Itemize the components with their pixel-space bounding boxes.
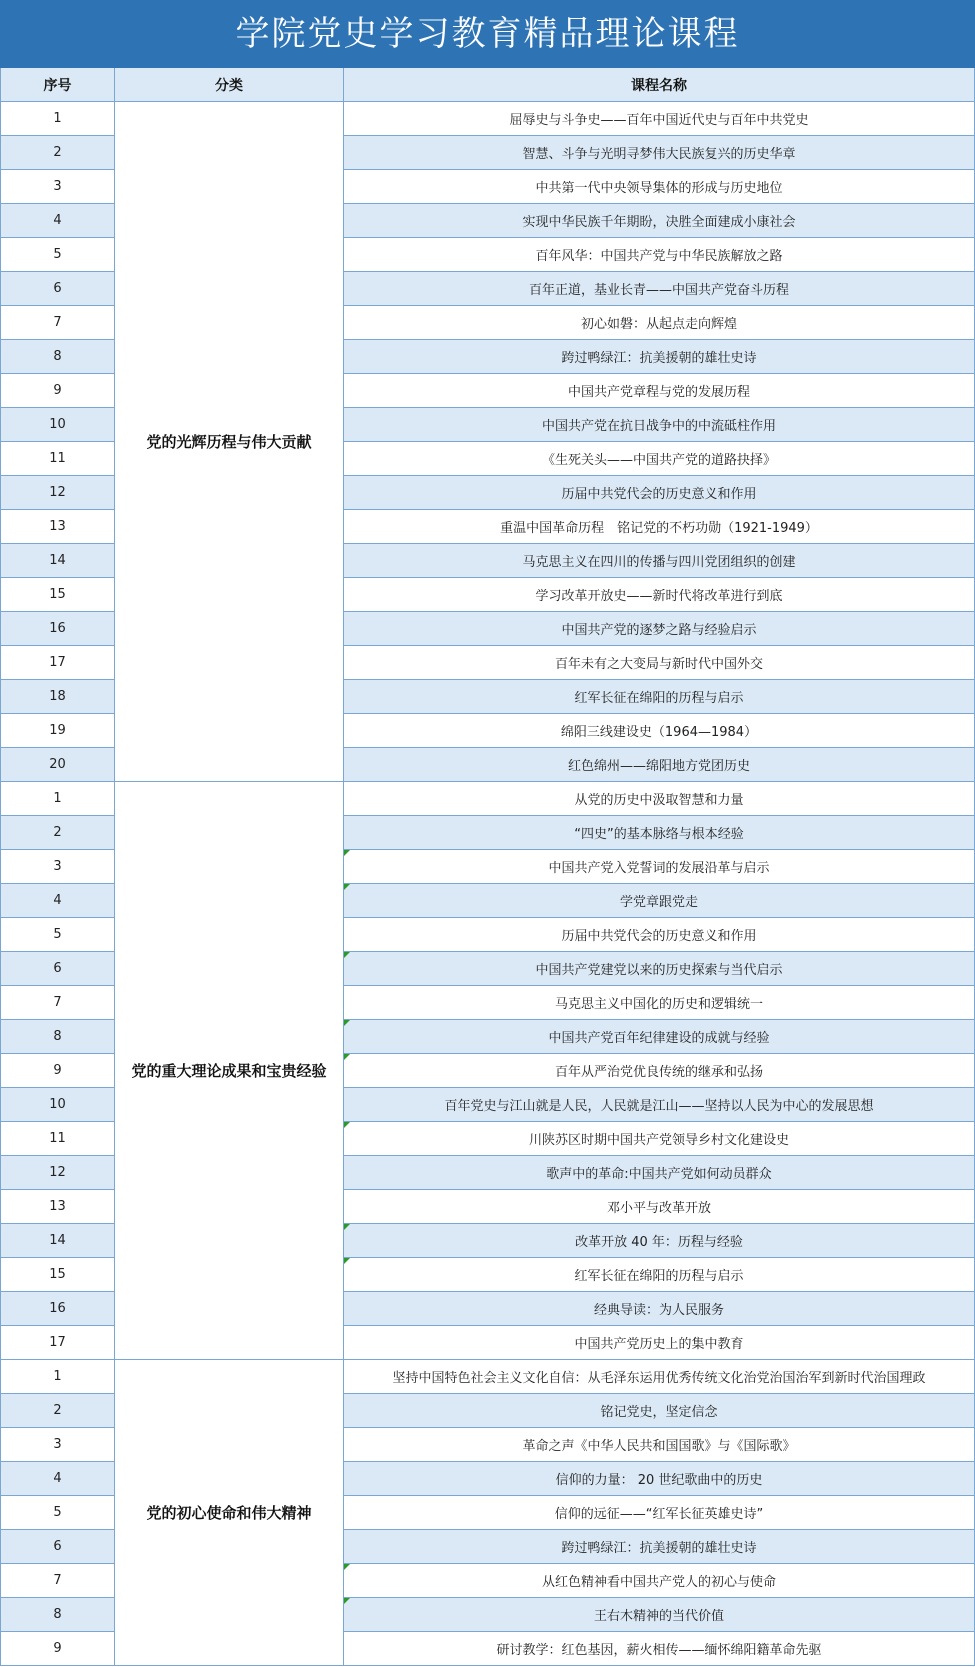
course-name: “四史”的基本脉络与根本经验 <box>344 816 975 850</box>
row-number: 13 <box>0 510 115 544</box>
course-name: 学党章跟党走 <box>344 884 975 918</box>
row-number: 2 <box>0 1394 115 1428</box>
row-number: 2 <box>0 136 115 170</box>
row-number: 3 <box>0 850 115 884</box>
row-number: 6 <box>0 952 115 986</box>
header-category: 分类 <box>115 68 344 102</box>
course-name: 《生死关头——中国共产党的道路抉择》 <box>344 442 975 476</box>
row-number: 20 <box>0 748 115 782</box>
course-name: 百年从严治党优良传统的继承和弘扬 <box>344 1054 975 1088</box>
course-name: 中国共产党章程与党的发展历程 <box>344 374 975 408</box>
category-cell: 党的初心使命和伟大精神 <box>115 1360 344 1666</box>
course-name: 经典导读：为人民服务 <box>344 1292 975 1326</box>
category-cell: 党的重大理论成果和宝贵经验 <box>115 782 344 1360</box>
row-number: 1 <box>0 1360 115 1394</box>
row-number: 6 <box>0 272 115 306</box>
course-name: 学习改革开放史——新时代将改革进行到底 <box>344 578 975 612</box>
row-number: 16 <box>0 612 115 646</box>
course-name: 信仰的远征——“红军长征英雄史诗” <box>344 1496 975 1530</box>
course-name: 百年正道，基业长青——中国共产党奋斗历程 <box>344 272 975 306</box>
row-number: 14 <box>0 1224 115 1258</box>
row-number: 15 <box>0 1258 115 1292</box>
page-title: 学院党史学习教育精品理论课程 <box>0 0 975 68</box>
course-name: 红军长征在绵阳的历程与启示 <box>344 1258 975 1292</box>
row-number: 12 <box>0 476 115 510</box>
course-name: 中共第一代中央领导集体的形成与历史地位 <box>344 170 975 204</box>
row-number: 10 <box>0 408 115 442</box>
row-number: 15 <box>0 578 115 612</box>
course-name: 从红色精神看中国共产党人的初心与使命 <box>344 1564 975 1598</box>
course-name: 川陕苏区时期中国共产党领导乡村文化建设史 <box>344 1122 975 1156</box>
row-number: 19 <box>0 714 115 748</box>
row-number: 4 <box>0 884 115 918</box>
row-number: 5 <box>0 238 115 272</box>
header-course: 课程名称 <box>344 68 975 102</box>
course-name: 中国共产党百年纪律建设的成就与经验 <box>344 1020 975 1054</box>
row-number: 17 <box>0 1326 115 1360</box>
course-name: 铭记党史，坚定信念 <box>344 1394 975 1428</box>
row-number: 1 <box>0 102 115 136</box>
header-seq: 序号 <box>0 68 115 102</box>
course-name: 智慧、斗争与光明寻梦伟大民族复兴的历史华章 <box>344 136 975 170</box>
row-number: 3 <box>0 1428 115 1462</box>
course-name: 马克思主义中国化的历史和逻辑统一 <box>344 986 975 1020</box>
course-name: 王右木精神的当代价值 <box>344 1598 975 1632</box>
category-cell: 党的光辉历程与伟大贡献 <box>115 102 344 782</box>
row-number: 7 <box>0 986 115 1020</box>
row-number: 9 <box>0 1054 115 1088</box>
course-name: 信仰的力量： 20 世纪歌曲中的历史 <box>344 1462 975 1496</box>
row-number: 17 <box>0 646 115 680</box>
course-name: 跨过鸭绿江：抗美援朝的雄壮史诗 <box>344 1530 975 1564</box>
course-name: 历届中共党代会的历史意义和作用 <box>344 476 975 510</box>
course-name: 红色绵州——绵阳地方党团历史 <box>344 748 975 782</box>
row-number: 16 <box>0 1292 115 1326</box>
course-name: 改革开放 40 年：历程与经验 <box>344 1224 975 1258</box>
course-name: 马克思主义在四川的传播与四川党团组织的创建 <box>344 544 975 578</box>
row-number: 9 <box>0 1632 115 1666</box>
row-number: 6 <box>0 1530 115 1564</box>
row-number: 13 <box>0 1190 115 1224</box>
course-name: 重温中国革命历程 铭记党的不朽功勋（1921-1949） <box>344 510 975 544</box>
course-name: 初心如磐：从起点走向辉煌 <box>344 306 975 340</box>
row-number: 18 <box>0 680 115 714</box>
course-name: 从党的历史中汲取智慧和力量 <box>344 782 975 816</box>
course-name: 百年未有之大变局与新时代中国外交 <box>344 646 975 680</box>
course-name: 歌声中的革命:中国共产党如何动员群众 <box>344 1156 975 1190</box>
row-number: 9 <box>0 374 115 408</box>
row-number: 10 <box>0 1088 115 1122</box>
course-name: 百年风华：中国共产党与中华民族解放之路 <box>344 238 975 272</box>
row-number: 12 <box>0 1156 115 1190</box>
course-name: 研讨教学：红色基因，薪火相传——缅怀绵阳籍革命先驱 <box>344 1632 975 1666</box>
course-name: 屈辱史与斗争史——百年中国近代史与百年中共党史 <box>344 102 975 136</box>
row-number: 8 <box>0 1598 115 1632</box>
row-number: 7 <box>0 306 115 340</box>
row-number: 8 <box>0 1020 115 1054</box>
course-name: 邓小平与改革开放 <box>344 1190 975 1224</box>
row-number: 7 <box>0 1564 115 1598</box>
course-name: 中国共产党历史上的集中教育 <box>344 1326 975 1360</box>
row-number: 2 <box>0 816 115 850</box>
course-name: 历届中共党代会的历史意义和作用 <box>344 918 975 952</box>
course-name: 红军长征在绵阳的历程与启示 <box>344 680 975 714</box>
row-number: 14 <box>0 544 115 578</box>
row-number: 11 <box>0 442 115 476</box>
course-name: 百年党史与江山就是人民，人民就是江山——坚持以人民为中心的发展思想 <box>344 1088 975 1122</box>
course-name: 中国共产党建党以来的历史探索与当代启示 <box>344 952 975 986</box>
course-name: 革命之声《中华人民共和国国歌》与《国际歌》 <box>344 1428 975 1462</box>
row-number: 3 <box>0 170 115 204</box>
course-name: 坚持中国特色社会主义文化自信：从毛泽东运用优秀传统文化治党治国治军到新时代治国理政 <box>344 1360 975 1394</box>
course-name: 绵阳三线建设史（1964—1984） <box>344 714 975 748</box>
row-number: 1 <box>0 782 115 816</box>
row-number: 5 <box>0 918 115 952</box>
row-number: 5 <box>0 1496 115 1530</box>
row-number: 4 <box>0 1462 115 1496</box>
row-number: 4 <box>0 204 115 238</box>
course-name: 中国共产党在抗日战争中的中流砥柱作用 <box>344 408 975 442</box>
course-name: 中国共产党的逐梦之路与经验启示 <box>344 612 975 646</box>
row-number: 11 <box>0 1122 115 1156</box>
course-name: 跨过鸭绿江：抗美援朝的雄壮史诗 <box>344 340 975 374</box>
row-number: 8 <box>0 340 115 374</box>
course-name: 实现中华民族千年期盼，决胜全面建成小康社会 <box>344 204 975 238</box>
course-name: 中国共产党入党誓词的发展沿革与启示 <box>344 850 975 884</box>
